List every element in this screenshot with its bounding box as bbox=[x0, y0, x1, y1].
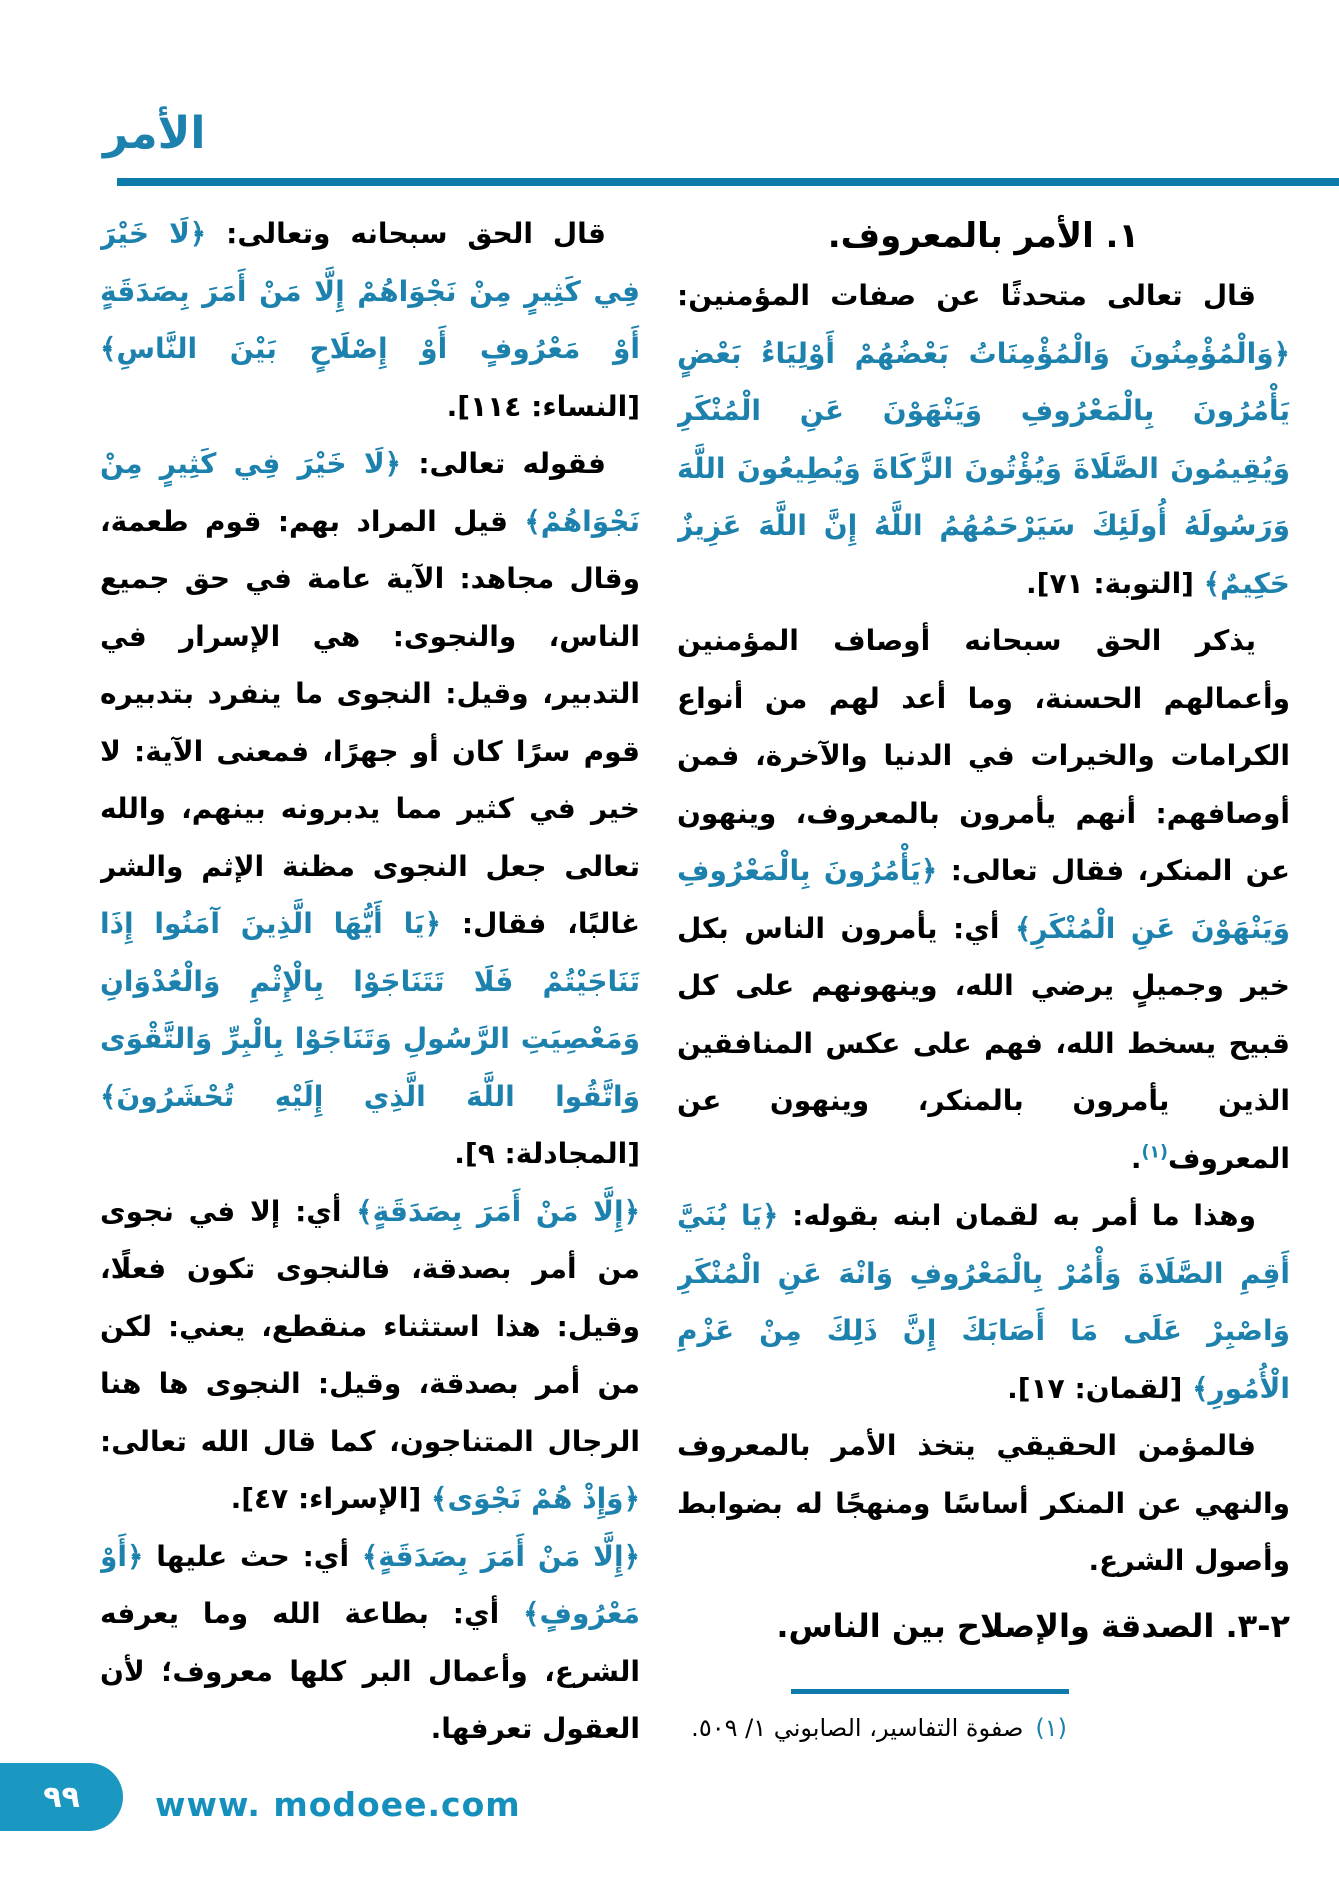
footnote-separator bbox=[791, 1689, 1069, 1694]
quran-verse: ﴿وَإِذْ هُمْ نَجْوَى﴾ bbox=[431, 1482, 640, 1515]
paragraph bbox=[100, 1528, 640, 1746]
text-run: [الإسراء: ٤٧]. bbox=[230, 1482, 432, 1515]
paragraph bbox=[677, 612, 1290, 1187]
paragraph bbox=[100, 205, 640, 435]
header-rule bbox=[117, 178, 1339, 186]
text-run: فالمؤمن الحقيقي يتخذ الأمر بالمعروف والنهي عن المنكر أساسًا ومنهجًا له بضوابط وأصول الشرع. bbox=[677, 1429, 1290, 1577]
quran-verse: ﴿يَا أَيُّهَا الَّذِينَ آمَنُوا إِذَا تَنَاجَيْتُمْ فَلَا تَتَنَاجَوْا بِالْإِثْمِ وَالْعُدْوَانِ وَمَعْصِيَتِ الرَّسُولِ وَتَنَاجَوْا بِالْبِرِّ وَالتَّقْوَى وَاتَّقُوا اللَّهَ الَّذِي إِلَيْهِ تُحْشَرُونَ﴾ bbox=[100, 907, 640, 1113]
sub-heading bbox=[677, 1596, 1290, 1656]
text-run: ١. الأمر بالمعروف. bbox=[827, 216, 1140, 256]
quran-verse: ﴿يَا بُنَيَّ أَقِمِ الصَّلَاةَ وَأْمُرْ بِالْمَعْرُوفِ وَانْهَ عَنِ الْمُنْكَرِ وَاصْبِرْ عَلَى مَا أَصَابَكَ إِنَّ ذَلِكَ مِنْ عَزْمِ الْأُمُورِ﴾ bbox=[677, 1199, 1290, 1405]
text-run: وهذا ما أمر به لقمان ابنه بقوله: bbox=[778, 1199, 1256, 1232]
right-column bbox=[677, 205, 1290, 1690]
paragraph bbox=[100, 1183, 640, 1528]
quran-verse: ﴿لَا خَيْرَ فِي كَثِيرٍ مِنْ نَجْوَاهُمْ إِلَّا مَنْ أَمَرَ بِصَدَقَةٍ أَوْ مَعْرُوفٍ أَوْ إِصْلَاحٍ بَيْنَ النَّاسِ﴾ bbox=[100, 217, 640, 365]
text-run: قال تعالى متحدثًا عن صفات المؤمنين: bbox=[677, 279, 1256, 312]
text-run: [التوبة: ٧١]. bbox=[1026, 566, 1204, 600]
page-number-badge bbox=[0, 1763, 123, 1831]
page-header-title: الأمر bbox=[103, 108, 206, 159]
text-run: ٢-٣. الصدقة والإصلاح بين الناس. bbox=[776, 1606, 1290, 1645]
quran-verse: ﴿إِلَّا مَنْ أَمَرَ بِصَدَقَةٍ﴾ bbox=[356, 1194, 640, 1228]
text-run: [لقمان: ١٧]. bbox=[1007, 1371, 1193, 1405]
section-heading bbox=[677, 205, 1290, 267]
page-number: ٩٩ bbox=[43, 1779, 80, 1815]
quran-verse: ﴿أَوْ مَعْرُوفٍ﴾ bbox=[100, 1539, 640, 1630]
website-link[interactable]: www. modoee.com bbox=[155, 1785, 521, 1824]
paragraph bbox=[100, 435, 640, 1183]
quran-verse: ﴿يَأْمُرُونَ بِالْمَعْرُوفِ وَيَنْهَوْنَ عَنِ الْمُنْكَرِ﴾ bbox=[677, 854, 1290, 945]
left-column bbox=[100, 205, 640, 1745]
footnote-marker: (١) bbox=[1035, 1714, 1067, 1742]
text-run: أي: بطاعة الله وما يعرفه الشرع، وأعمال البر كلها معروف؛ لأن العقول تعرفها. bbox=[100, 1597, 640, 1745]
footnote-ref-marker: (١) bbox=[1141, 1142, 1168, 1163]
text-run: أي: يأمرون الناس بكل خير وجميلٍ يرضي الله، وينهونهم على كل قبيح يسخط الله، فهم على عكس المنافقين الذين يأمرون بالمنكر، وينهون عن المعروف bbox=[677, 911, 1290, 1175]
footnote bbox=[691, 1706, 1067, 1752]
footnote-text: صفوة التفاسير، الصابوني ١/ ٥٠٩. bbox=[691, 1714, 1024, 1742]
text-run: [النساء: ١١٤]. bbox=[446, 389, 640, 423]
quran-verse: ﴿إِلَّا مَنْ أَمَرَ بِصَدَقَةٍ﴾ bbox=[361, 1539, 640, 1573]
text-run: قيل المراد بهم: قوم طعمة، وقال مجاهد: الآية عامة في حق جميع الناس، والنجوى: هي الإسرار في التدبير، وقيل: النجوى ما ينفرد بتدبيره قوم سرًا كان أو جهرًا، فمعنى الآية: لا خير في كثير مما يدبرونه بينهم، والله تعالى جعل النجوى مظنة الإثم والشر غالبًا، فقال: bbox=[100, 504, 640, 940]
text-run: [المجادلة: ٩]. bbox=[454, 1137, 640, 1170]
paragraph bbox=[677, 267, 1290, 612]
text-run: يذكر الحق سبحانه أوصاف المؤمنين وأعمالهم الحسنة، وما أعد لهم من أنواع الكرامات والخيرات في الدنيا والآخرة، فمن أوصافهم: أنهم يأمرون بالمعروف، وينهون عن المنكر، فقال تعالى: bbox=[677, 624, 1290, 887]
text-run: فقوله تعالى: bbox=[401, 447, 607, 480]
quran-verse: ﴿لَا خَيْرَ فِي كَثِيرٍ مِنْ نَجْوَاهُمْ﴾ bbox=[100, 447, 640, 538]
quran-verse: ﴿وَالْمُؤْمِنُونَ وَالْمُؤْمِنَاتُ بَعْضُهُمْ أَوْلِيَاءُ بَعْضٍ يَأْمُرُونَ بِالْمَعْرُوفِ وَيَنْهَوْنَ عَنِ الْمُنْكَرِ وَيُقِيمُونَ الصَّلَاةَ وَيُؤْتُونَ الزَّكَاةَ وَيُطِيعُونَ اللَّهَ وَرَسُولَهُ أُولَئِكَ سَيَرْحَمُهُمُ اللَّهُ إِنَّ اللَّهَ عَزِيزٌ حَكِيمٌ﴾ bbox=[677, 336, 1290, 600]
text-run: أي: حث عليها bbox=[143, 1539, 362, 1573]
text-run: . bbox=[1130, 1141, 1142, 1175]
paragraph bbox=[677, 1417, 1290, 1590]
paragraph bbox=[677, 1187, 1290, 1417]
text-run: قال الحق سبحانه وتعالى: bbox=[206, 217, 607, 250]
text-run: أي: إلا في نجوى من أمر بصدقة، فالنجوى تكون فعلًا، وقيل: هذا استثناء منقطع، يعني: لكن من أمر بصدقة، وقيل: النجوى ها هنا الرجال المتناجون، كما قال الله تعالى: bbox=[100, 1194, 640, 1458]
